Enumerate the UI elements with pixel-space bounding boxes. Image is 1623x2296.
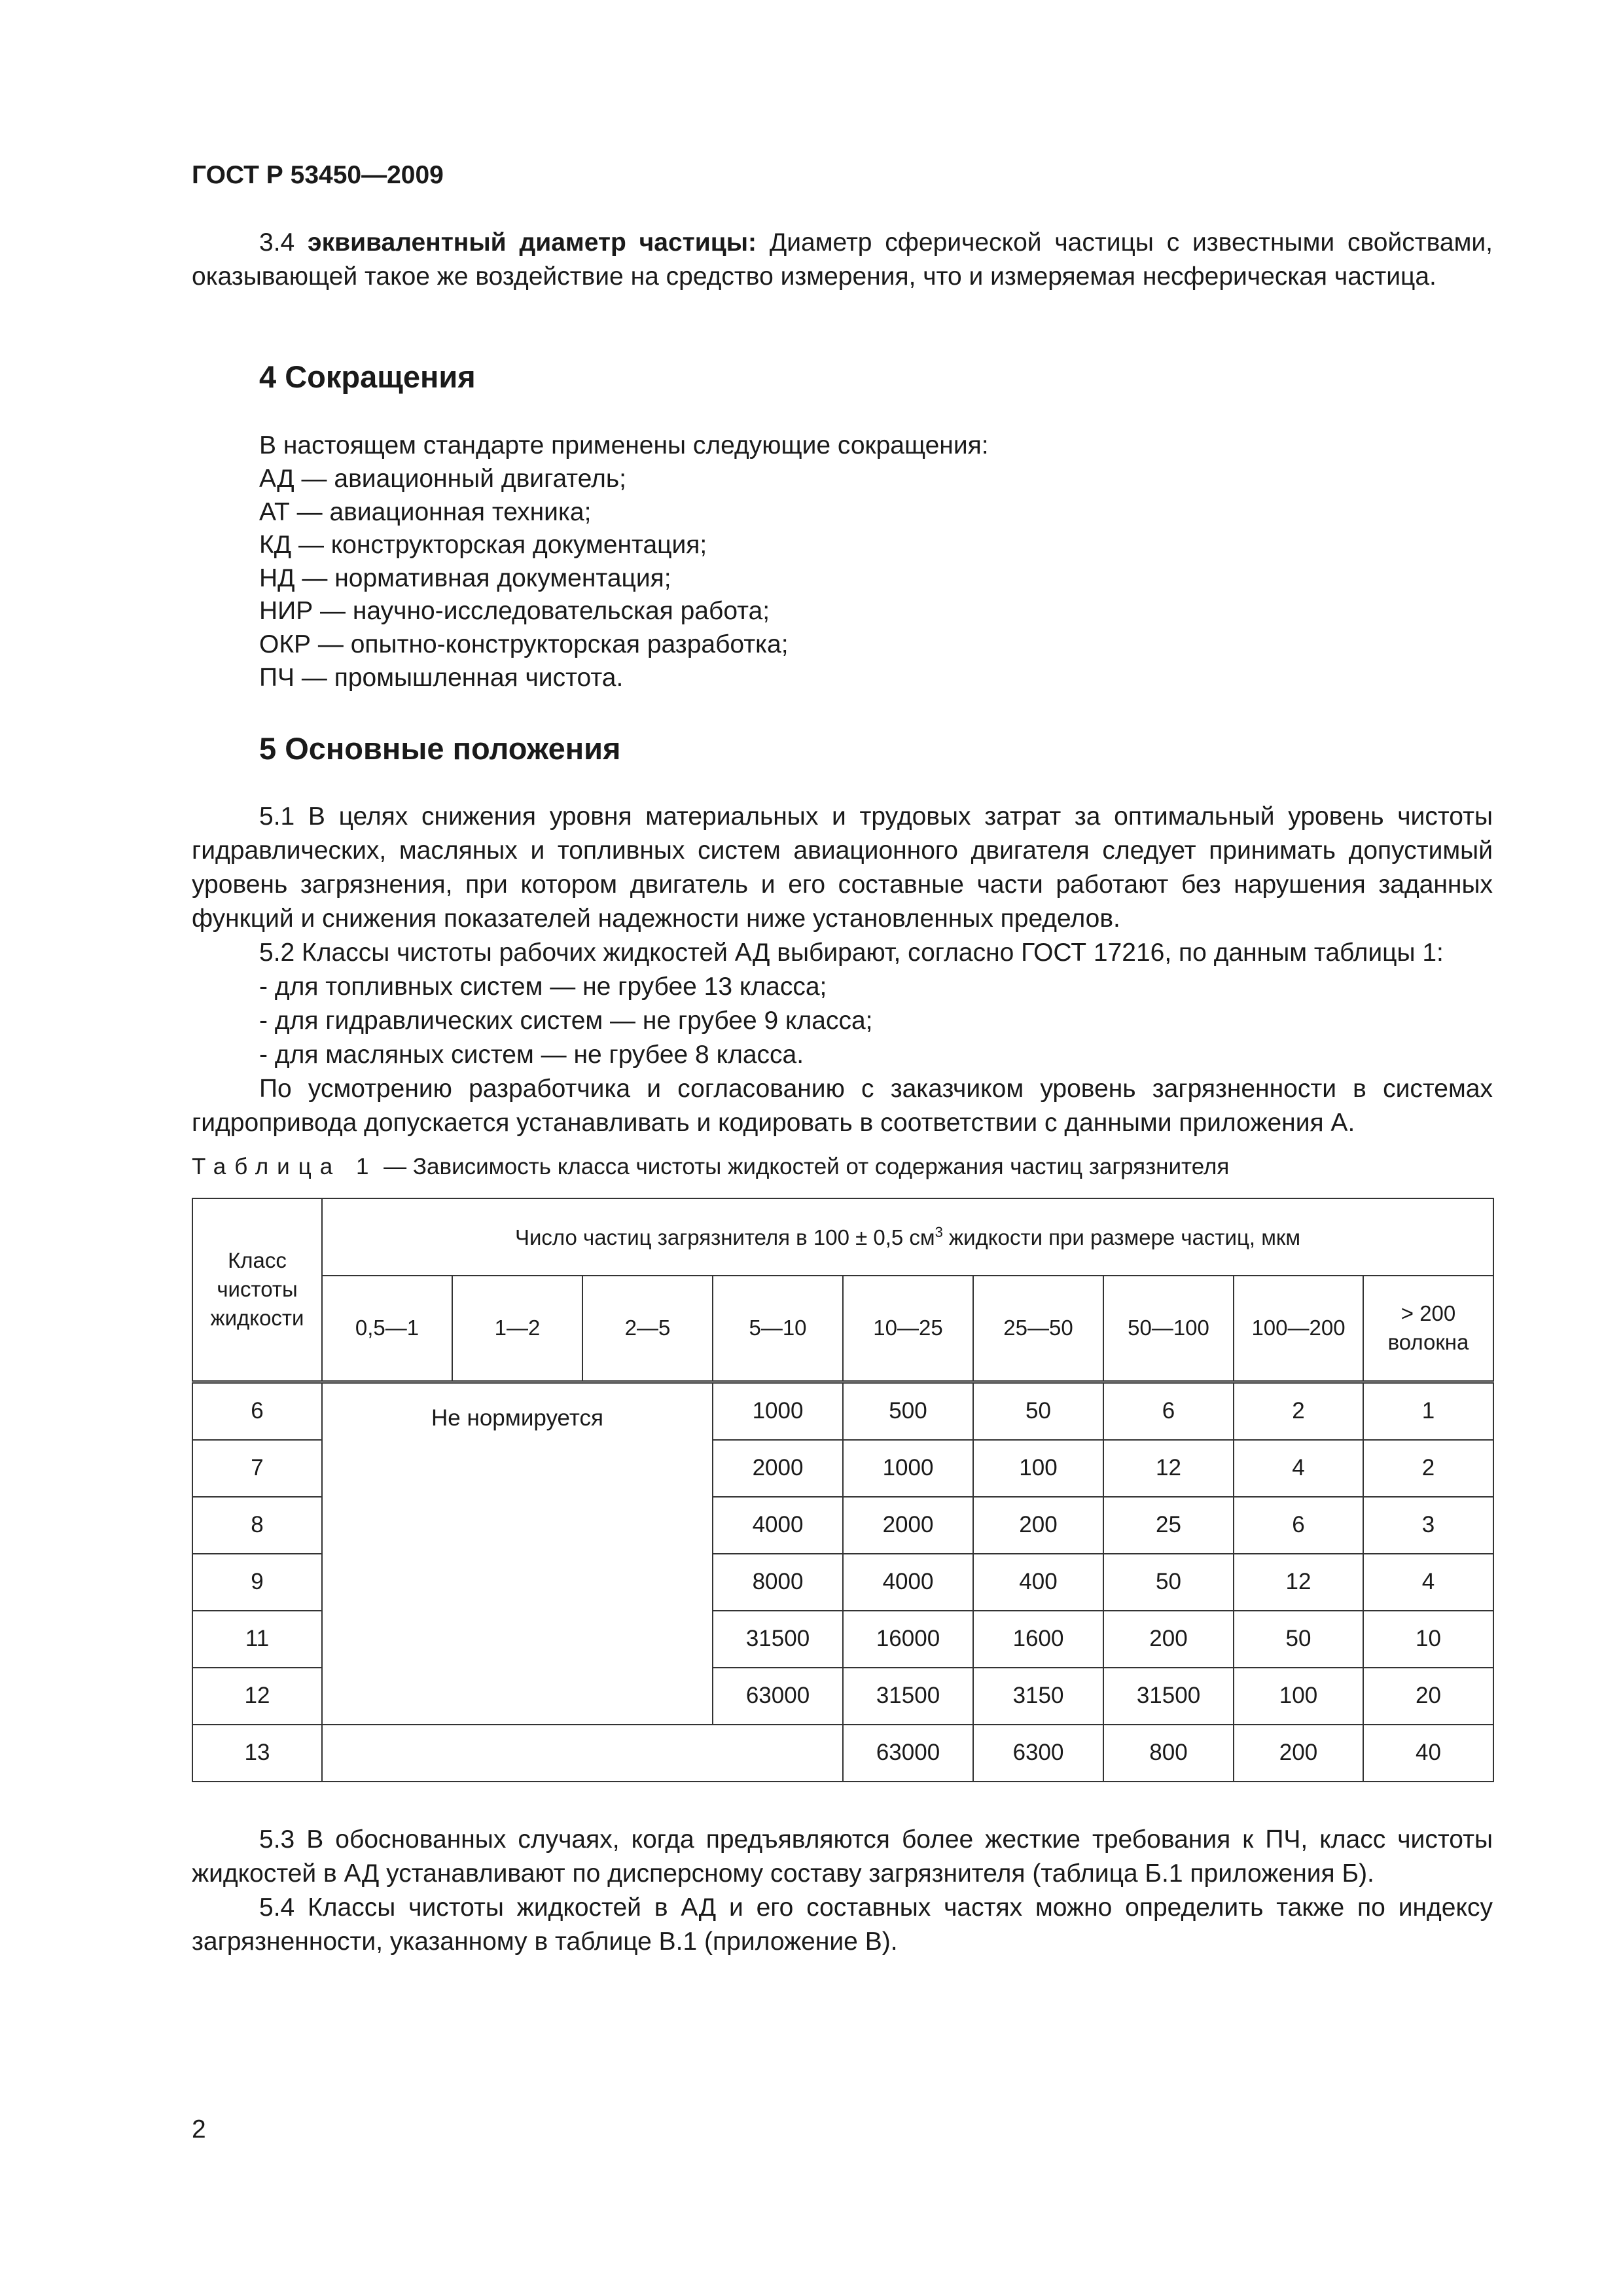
abbreviation-item: НД — нормативная документация;	[259, 564, 671, 592]
table-row	[192, 1725, 1493, 1782]
value-cell: 2000	[843, 1497, 973, 1554]
value-cell: 63000	[843, 1725, 973, 1782]
value-cell: 500	[843, 1382, 973, 1440]
value-cell: 3150	[973, 1668, 1103, 1725]
bullet-item: - для гидравлических систем — не грубее 9 класса;	[259, 1007, 873, 1035]
abbreviations-intro: В настоящем стандарте применены следующие сокращения:	[259, 431, 989, 459]
abbreviation-item: АТ — авиационная техника;	[259, 497, 592, 526]
value-cell: 2	[1234, 1382, 1363, 1440]
abbreviation-item: КД — конструкторская документация;	[259, 531, 707, 560]
document-code: ГОСТ Р 53450—2009	[192, 161, 444, 189]
abbreviations-list	[259, 463, 789, 694]
class-cell: 6	[192, 1382, 322, 1440]
value-cell: 4000	[843, 1554, 973, 1611]
term: эквивалентный диаметр частицы:	[308, 228, 757, 257]
size-column-header: 1—2	[452, 1276, 582, 1382]
size-column-header: 100—200	[1234, 1276, 1363, 1382]
value-cell: 400	[973, 1554, 1103, 1611]
paragraph-5-4: 5.4 Классы чистоты жидкостей в АД и его составных частях можно определить также по индексу загрязненности, указанному в таблице В.1 (приложение В).	[192, 1893, 1493, 1956]
value-cell: 800	[1103, 1725, 1234, 1782]
value-cell: 6	[1103, 1382, 1234, 1440]
value-cell: 6	[1234, 1497, 1363, 1554]
table-1	[192, 1198, 1494, 1782]
value-cell: 4	[1363, 1554, 1493, 1611]
empty-cell	[322, 1725, 843, 1782]
abbreviation-item: ПЧ — промышленная чистота.	[259, 663, 624, 692]
value-cell: 1000	[843, 1440, 973, 1497]
value-cell: 50	[973, 1382, 1103, 1440]
size-column-header: 25—50	[973, 1276, 1103, 1382]
value-cell: 20	[1363, 1668, 1493, 1725]
size-column-header: 10—25	[843, 1276, 973, 1382]
value-cell: 31500	[1103, 1668, 1234, 1725]
value-cell: 200	[1103, 1611, 1234, 1668]
paragraph-3-4	[192, 226, 1493, 294]
abbreviation-item: ОКР — опытно-конструкторская разработка;	[259, 630, 789, 658]
paragraph-5-1: 5.1 В целях снижения уровня материальных и трудовых затрат за оптимальный уровень чистоты гидравлических, масляных и топливных систем авиационного двигателя следует принимать допустимый уровень загрязнения, при котором двигатель и его составные части работают без нарушения заданных функций и снижения показателей надежности ниже установленных пределов.	[192, 802, 1493, 933]
class-cell: 13	[192, 1725, 322, 1782]
paragraph-5-3: 5.3 В обоснованных случаях, когда предъявляются более жесткие требования к ПЧ, класс чистоты жидкостей в АД устанавливают по дисперсному составу загрязнителя (таблица Б.1 приложения Б).	[192, 1825, 1493, 1888]
paragraph-5-2: 5.2 Классы чистоты рабочих жидкостей АД выбирают, согласно ГОСТ 17216, по данным таблицы 1:	[259, 939, 1444, 967]
value-cell: 2000	[713, 1440, 843, 1497]
value-cell: 4	[1234, 1440, 1363, 1497]
value-cell: 3	[1363, 1497, 1493, 1554]
not-normed-cell: Не нормируется	[322, 1382, 713, 1725]
abbreviation-item: НИР — научно-исследовательская работа;	[259, 597, 770, 626]
value-cell: 40	[1363, 1725, 1493, 1782]
abbreviation-item: АД — авиационный двигатель;	[259, 465, 627, 493]
class-cell: 7	[192, 1440, 322, 1497]
class-column-header: Класс чистоты жидкости	[192, 1198, 322, 1382]
table-caption	[192, 1154, 1229, 1180]
size-column-header: 2—5	[582, 1276, 713, 1382]
bullet-item: - для масляных систем — не грубее 8 класса.	[259, 1041, 804, 1069]
value-cell: 50	[1234, 1611, 1363, 1668]
section-5-heading: 5 Основные положения	[259, 731, 621, 766]
section-4-heading: 4 Сокращения	[259, 359, 476, 394]
value-cell: 10	[1363, 1611, 1493, 1668]
value-cell: 31500	[843, 1668, 973, 1725]
value-cell: 1000	[713, 1382, 843, 1440]
class-cell: 9	[192, 1554, 322, 1611]
value-cell: 4000	[713, 1497, 843, 1554]
size-column-header: 0,5—1	[322, 1276, 452, 1382]
size-column-header: 50—100	[1103, 1276, 1234, 1382]
size-column-header: > 200 волокна	[1363, 1276, 1493, 1382]
value-cell: 12	[1103, 1440, 1234, 1497]
value-cell: 12	[1234, 1554, 1363, 1611]
value-cell: 63000	[713, 1668, 843, 1725]
size-column-header: 5—10	[713, 1276, 843, 1382]
value-cell: 2	[1363, 1440, 1493, 1497]
definition: Диаметр сферической частицы с известными свойствами, оказывающей такое же воздействие на средство измерения, что и измеряемая несферическая частица.	[192, 228, 1493, 291]
value-cell: 6300	[973, 1725, 1103, 1782]
page-number: 2	[192, 2115, 206, 2144]
value-cell: 1	[1363, 1382, 1493, 1440]
value-cell: 200	[973, 1497, 1103, 1554]
class-cell: 8	[192, 1497, 322, 1554]
value-cell: 50	[1103, 1554, 1234, 1611]
class-cell: 11	[192, 1611, 322, 1668]
table-caption-label: Таблица 1	[192, 1154, 378, 1179]
value-cell: 100	[973, 1440, 1103, 1497]
value-cell: 8000	[713, 1554, 843, 1611]
value-cell: 16000	[843, 1611, 973, 1668]
value-cell: 1600	[973, 1611, 1103, 1668]
value-cell: 25	[1103, 1497, 1234, 1554]
table-caption-text: — Зависимость класса чистоты жидкостей от содержания частиц загрязнителя	[383, 1154, 1230, 1179]
value-cell: 200	[1234, 1725, 1363, 1782]
paragraph-note: По усмотрению разработчика и согласованию с заказчиком уровень загрязненности в системах гидропривода допускается устанавливать и кодировать в соответствии с данными приложения А.	[192, 1075, 1493, 1137]
item-number: 3.4	[259, 228, 295, 257]
class-cell: 12	[192, 1668, 322, 1725]
bullet-item: - для топливных систем — не грубее 13 класса;	[259, 973, 827, 1001]
bullet-list	[259, 970, 872, 1072]
value-cell: 100	[1234, 1668, 1363, 1725]
particle-count-header: Число частиц загрязнителя в 100 ± 0,5 $см^3$ жидкости при размере частиц, мкм	[322, 1198, 1493, 1276]
value-cell: 31500	[713, 1611, 843, 1668]
table-row	[192, 1382, 1493, 1440]
